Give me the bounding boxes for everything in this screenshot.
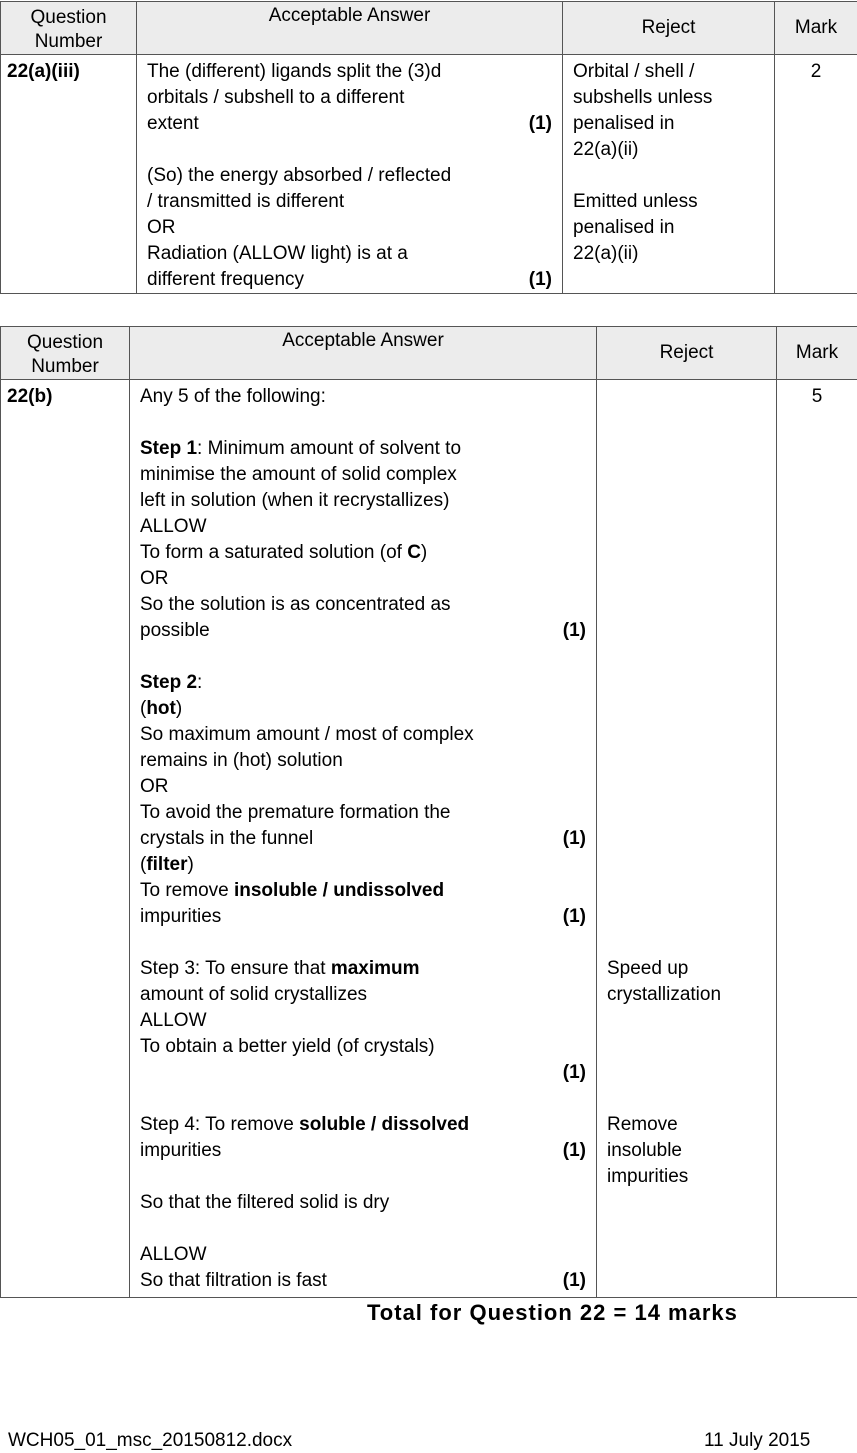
- answer-text: : Minimum amount of solvent to: [197, 438, 462, 459]
- answer-text: ): [420, 542, 428, 563]
- answer-line: [147, 111, 552, 137]
- footer-filename: WCH05_01_msc_20150812.docx: [8, 1430, 293, 1451]
- answer-text: impurities: [140, 906, 222, 927]
- reject-line: crystallization: [607, 984, 722, 1005]
- answer-text: ): [187, 854, 194, 875]
- answer-text: different frequency: [147, 269, 305, 290]
- reject-cell: [563, 55, 775, 294]
- answer-line: OR: [147, 217, 176, 238]
- answer-line: (So) the energy absorbed / reflected: [147, 165, 452, 186]
- reject-line: Remove: [607, 1114, 678, 1135]
- header-mark: Mark: [775, 2, 857, 55]
- mark-allocation: (1): [562, 620, 586, 641]
- answer-intro: Any 5 of the following:: [140, 386, 326, 407]
- step-2-line: [140, 670, 586, 696]
- step-label: Step 2: [140, 672, 198, 693]
- answer-text: impurities: [140, 1140, 222, 1161]
- answer-line: So that the filtered solid is dry: [140, 1192, 390, 1213]
- answer-line: [140, 696, 586, 722]
- question-number: 22(b): [1, 380, 130, 1298]
- reject-line: penalised in: [573, 217, 675, 238]
- answer-line: orbitals / subshell to a different: [147, 87, 405, 108]
- mark-value: 5: [777, 380, 857, 1298]
- reject-line: 22(a)(ii): [573, 243, 639, 264]
- answer-line: OR: [140, 568, 169, 589]
- question-number: 22(a)(iii): [1, 55, 137, 294]
- answer-text: Step 4: To remove: [140, 1114, 300, 1135]
- header-reject: Reject: [597, 327, 777, 380]
- step-3-line: [140, 956, 586, 982]
- answer-text: (: [140, 698, 147, 719]
- footer-date: 11 July 2015: [704, 1430, 811, 1451]
- step-label: Step 1: [140, 438, 198, 459]
- reject-line: insoluble: [607, 1140, 682, 1161]
- answer-line: remains in (hot) solution: [140, 750, 343, 771]
- answer-line: [147, 267, 552, 293]
- answer-line: ALLOW: [140, 1010, 207, 1031]
- answer-text: So that filtration is fast: [140, 1270, 327, 1291]
- mark-allocation: (1): [562, 828, 586, 849]
- mark-value: 2: [775, 55, 857, 294]
- table-header-row: [1, 2, 857, 55]
- mark-allocation: (1): [562, 1062, 586, 1083]
- question-total: Total for Question 22 = 14 marks: [367, 1300, 738, 1325]
- mark-allocation: (1): [562, 906, 586, 927]
- answer-line: The (different) ligands split the (3)d: [147, 61, 442, 82]
- answer-line: [140, 852, 586, 878]
- answer-text: crystals in the funnel: [140, 828, 314, 849]
- step-1-line: [140, 436, 586, 462]
- answer-emphasis: filter: [146, 854, 188, 875]
- answer-line: [140, 1268, 586, 1294]
- table-header-row: [1, 327, 857, 380]
- reject-line: penalised in: [573, 113, 675, 134]
- header-mark: Mark: [777, 327, 857, 380]
- answer-line: amount of solid crystallizes: [140, 984, 368, 1005]
- answer-line: minimise the amount of solid complex: [140, 464, 457, 485]
- answer-text: possible: [140, 620, 210, 641]
- acceptable-answer: [137, 55, 563, 294]
- mark-allocation: (1): [562, 1140, 586, 1161]
- step-4-line: [140, 1112, 586, 1138]
- reject-line: impurities: [607, 1166, 689, 1187]
- answer-line: [140, 1060, 586, 1086]
- answer-text: extent: [147, 113, 199, 134]
- answer-line: So the solution is as concentrated as: [140, 594, 451, 615]
- answer-emphasis: soluble / dissolved: [299, 1114, 470, 1135]
- mark-allocation: (1): [562, 1270, 586, 1291]
- mark-allocation: (1): [528, 269, 552, 290]
- answer-line: OR: [140, 776, 169, 797]
- acceptable-answer: [130, 380, 597, 1298]
- reject-cell: [597, 380, 777, 1298]
- mark-scheme-table-22a-iii: [0, 1, 857, 294]
- answer-emphasis: insoluble / undissolved: [233, 880, 445, 901]
- answer-line: left in solution (when it recrystallizes): [140, 490, 450, 511]
- answer-line: To avoid the premature formation the: [140, 802, 451, 823]
- header-acceptable-answer: Acceptable Answer: [130, 327, 597, 380]
- answer-line: [140, 904, 586, 930]
- answer-text: :: [197, 672, 203, 693]
- answer-text: To remove: [140, 880, 234, 901]
- answer-text: ): [175, 698, 183, 719]
- answer-text: Step 3: To ensure that: [140, 958, 331, 979]
- answer-line: [140, 878, 586, 904]
- header-question-number: Question Number: [1, 327, 130, 380]
- header-acceptable-answer: Acceptable Answer: [137, 2, 563, 55]
- answer-line: ALLOW: [140, 516, 207, 537]
- table-row: [1, 55, 857, 294]
- answer-text: To form a saturated solution (of: [140, 542, 408, 563]
- answer-emphasis: maximum: [330, 958, 420, 979]
- answer-line: ALLOW: [140, 1244, 207, 1265]
- answer-line: [140, 1138, 586, 1164]
- answer-line: To obtain a better yield (of crystals): [140, 1036, 435, 1057]
- reject-line: Emitted unless: [573, 191, 698, 212]
- header-question-number: Question Number: [1, 2, 137, 55]
- mark-scheme-table-22b: [0, 326, 857, 1298]
- table-row: [1, 380, 857, 1298]
- answer-line: [140, 826, 586, 852]
- answer-line: / transmitted is different: [147, 191, 345, 212]
- answer-text: (: [140, 854, 147, 875]
- answer-line: So maximum amount / most of complex: [140, 724, 474, 745]
- answer-line: Radiation (ALLOW light) is at a: [147, 243, 408, 264]
- reject-line: Orbital / shell /: [573, 61, 695, 82]
- header-reject: Reject: [563, 2, 775, 55]
- answer-line: [140, 540, 586, 566]
- reject-line: 22(a)(ii): [573, 139, 639, 160]
- reject-line: Speed up: [607, 958, 689, 979]
- mark-allocation: (1): [528, 113, 552, 134]
- answer-emphasis: hot: [146, 698, 176, 719]
- answer-emphasis: C: [407, 542, 421, 563]
- reject-line: subshells unless: [573, 87, 713, 108]
- answer-line: [140, 618, 586, 644]
